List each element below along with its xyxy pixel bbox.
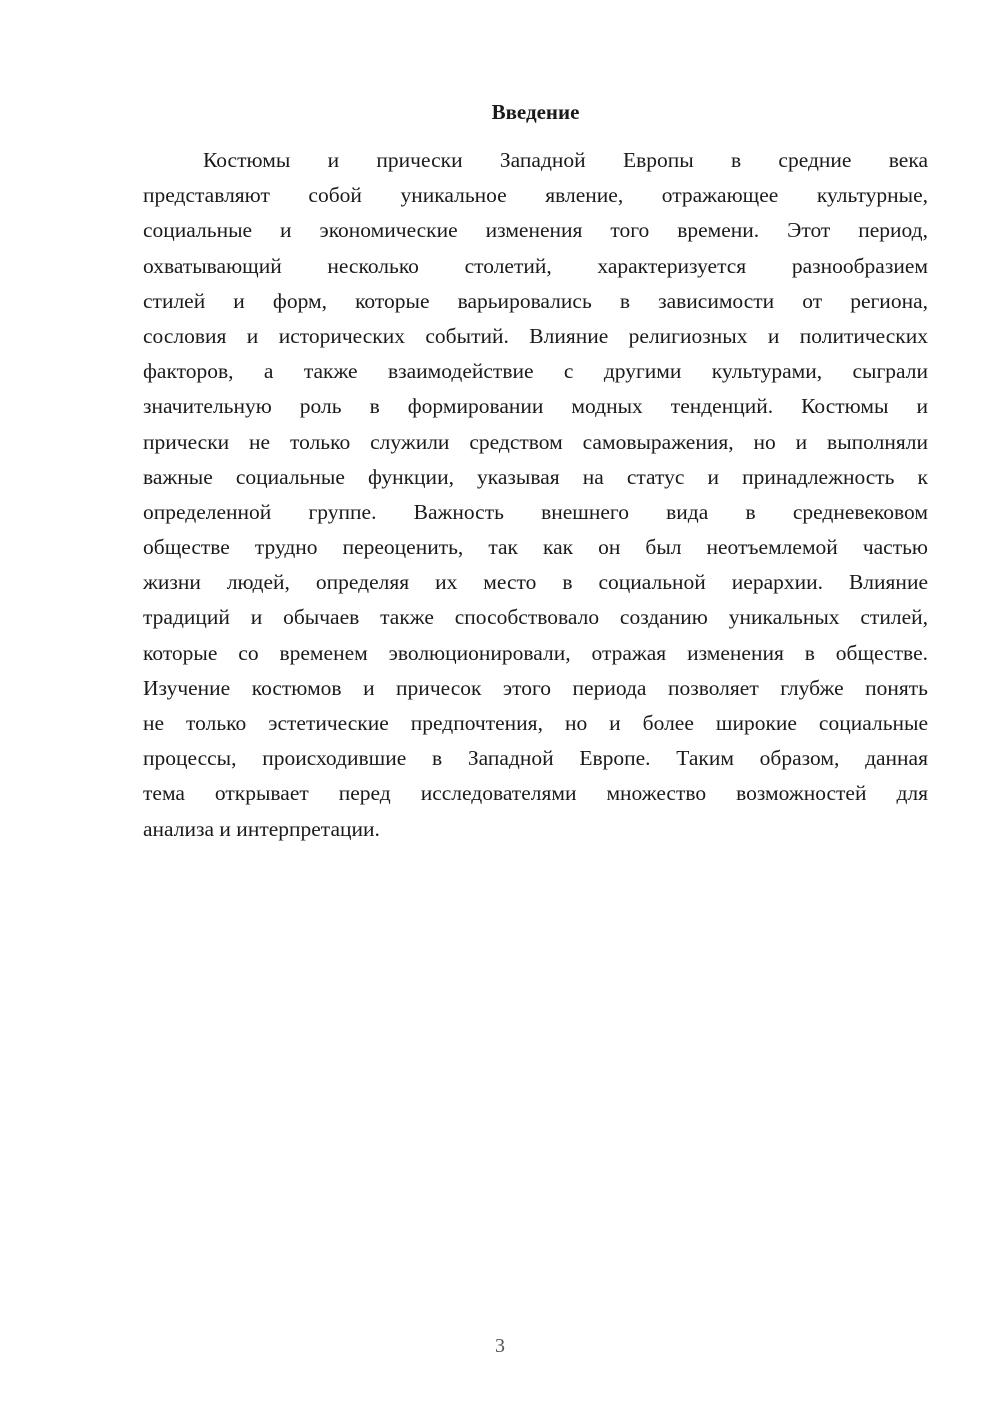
paragraph-line: охватывающий несколько столетий, характеризуется разнообразием — [143, 253, 928, 278]
paragraph-line: обществе трудно переоценить, так как он был неотъемлемой частью — [143, 535, 928, 560]
paragraph-line: факторов, а также взаимодействие с другими культурами, сыграли — [143, 359, 928, 384]
paragraph-line: значительную роль в формировании модных тенденций. Костюмы и — [143, 394, 928, 419]
paragraph-line: которые со временем эволюционировали, отражая изменения в обществе. — [143, 640, 928, 665]
paragraph-line: прически не только служили средством самовыражения, но и выполняли — [143, 429, 928, 454]
paragraph-line: стилей и форм, которые варьировались в зависимости от региона, — [143, 288, 928, 313]
paragraph-line: Изучение костюмов и причесок этого периода позволяет глубже понять — [143, 675, 928, 700]
paragraph-line: важные социальные функции, указывая на статус и принадлежность к — [143, 464, 928, 489]
page-number: 3 — [495, 1335, 505, 1357]
paragraph-line: представляют собой уникальное явление, отражающее культурные, — [143, 183, 928, 208]
paragraph-line: Костюмы и прически Западной Европы в средние века — [203, 148, 928, 172]
paragraph-line: традиций и обычаев также способствовало созданию уникальных стилей, — [143, 605, 928, 630]
paragraph-line: не только эстетические предпочтения, но и более широкие социальные — [143, 711, 928, 735]
paragraph-line: процессы, происходившие в Западной Европе. Таким образом, данная — [143, 746, 928, 771]
paragraph-line: сословия и исторических событий. Влияние религиозных и политических — [143, 323, 928, 348]
paragraph-line: социальные и экономические изменения того времени. Этот период, — [143, 218, 928, 243]
paragraph-line: тема открывает перед исследователями множество возможностей для — [143, 781, 928, 806]
page-title: Введение — [491, 100, 580, 124]
paragraph-line: определенной группе. Важность внешнего вида в средневековом — [143, 499, 928, 524]
introduction-paragraph — [143, 143, 928, 847]
paragraph-line: жизни людей, определяя их место в социальной иерархии. Влияние — [143, 570, 928, 595]
paragraph-line: анализа и интерпретации. — [143, 816, 380, 841]
